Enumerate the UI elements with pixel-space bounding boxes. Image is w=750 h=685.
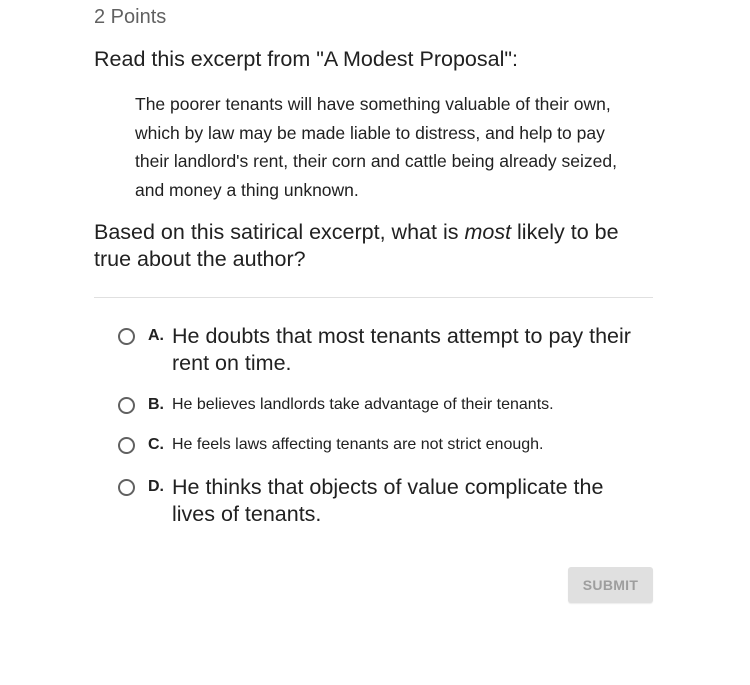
question-prompt: Read this excerpt from "A Modest Proposal":	[94, 47, 518, 71]
option-letter: A.	[148, 327, 164, 344]
question-text-after: likely to be true about the author?	[94, 220, 619, 271]
answer-option-a[interactable]	[118, 323, 642, 376]
option-letter: C.	[148, 436, 164, 453]
option-letter: B.	[148, 396, 164, 413]
radio-button-b[interactable]	[118, 397, 135, 414]
answer-option-d[interactable]	[118, 474, 642, 527]
radio-button-d[interactable]	[118, 479, 135, 496]
question-text	[94, 219, 654, 273]
question-text-before: Based on this satirical excerpt, what is	[94, 220, 465, 244]
option-text: He thinks that objects of value complicate the lives of tenants.	[172, 475, 604, 526]
radio-button-c[interactable]	[118, 437, 135, 454]
points-label: 2 Points	[94, 6, 167, 28]
question-emphasis: most	[464, 220, 512, 244]
option-letter: D.	[148, 478, 164, 495]
radio-button-a[interactable]	[118, 328, 135, 345]
excerpt-blockquote: The poorer tenants will have something valuable of their own, which by law may be made liable to distress, and help to pay their landlord's rent, their corn and cattle being already seized, and money a thing unknown.	[135, 94, 617, 200]
option-text: He feels laws affecting tenants are not strict enough.	[172, 436, 544, 453]
answer-option-b[interactable]	[118, 394, 554, 416]
option-text: He doubts that most tenants attempt to pay their rent on time.	[172, 324, 631, 375]
option-text: He believes landlords take advantage of their tenants.	[172, 396, 554, 413]
submit-button[interactable]: SUBMIT	[568, 567, 653, 603]
answer-option-c[interactable]	[118, 434, 543, 456]
divider	[94, 297, 653, 298]
